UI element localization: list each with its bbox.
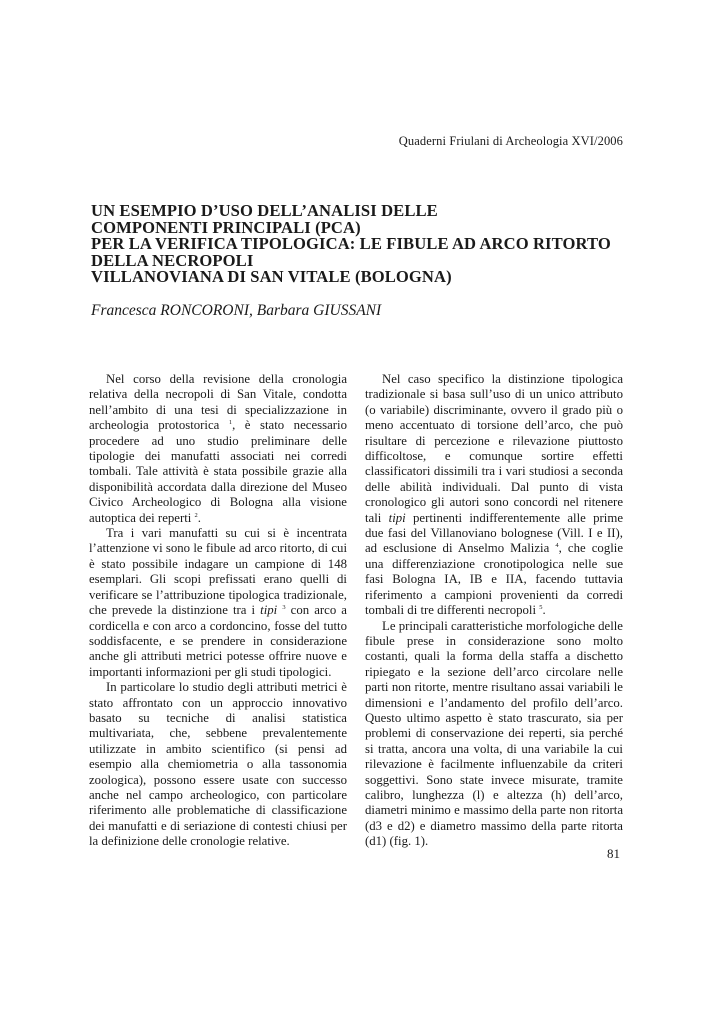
right-column xyxy=(365,372,623,850)
paragraph: Tra i vari manufatti su cui si è incentrata l’attenzione vi sono le fibule ad arco ritorto, di cui è stato possibile indagare un campione di 148 esemplari. Gli scopi prefissati erano quelli di verificare se l’attribuzione tipologica tradizionale, che prevede la distinzione tra i tipi $^3$ con arco a cordicella e con arco a cordoncino, fosse del tutto soddisfacente, e se prendere in considerazione anche gli attributi metrici potesse offrire nuove e importanti informazioni per gli studi tipologici. xyxy=(89,526,347,679)
paragraph: Nel caso specifico la distinzione tipologica tradizionale si basa sull’uso di un unico attributo (o variabile) discriminante, ovvero il grado più o meno accentuato di torsione dell’arco, che può risultare di percezione e rilevazione piuttosto difficoltose, e comunque sortire effetti classificatori dissimili tra i vari studiosi a seconda delle abilità individuali. Dal punto di vista cronologico gli autori sono concordi nel ritenere tali tipi pertinenti indifferentemente alle prime due fasi del Villanoviano bolognese (Vill. I e II), ad esclusione di Anselmo Malizia $^4$, che coglie una differenziazione cronotipologica nelle sue fasi Bologna IA, IB e IIA, facendo tuttavia riferimento a campioni provenienti da corredi tombali di tre differenti necropoli $^5$. xyxy=(365,372,624,618)
title-line: UN ESEMPIO D’USO DELL’ANALISI DELLE xyxy=(91,201,438,220)
footnote-ref: 5 xyxy=(539,604,543,612)
title-line: PER LA VERIFICA TIPOLOGICA: LE FIBULE AD ARCO RITORTO xyxy=(91,234,611,253)
paragraph: Le principali caratteristiche morfologiche delle fibule prese in considerazione sono molto costanti, quali la forma della staffa a dischetto ripiegato e la sezione dell’arco circolare nelle parti non ritorte, mentre risultano assai variabili le dimensioni e l’andamento del profilo dell’arco. Questo ultimo aspetto è stato trascurato, sia per problemi di conservazione dei reperti, sia perché si tratta, ancora una volta, di una variabile la cui rilevazione è facilmente influenzabile da criteri soggettivi. Sono state invece misurate, tramite calibro, lunghezza (l) e altezza (h) dell’arco, diametri minimo e massimo della parte non ritorta (d3 e d2) e diametro massimo della parte ritorta (d1) (fig. 1). xyxy=(365,618,623,849)
title-line: COMPONENTI PRINCIPALI (PCA) xyxy=(91,217,361,237)
page-number: 81 xyxy=(607,846,620,861)
article-title xyxy=(91,203,651,286)
footnote-ref: 2 xyxy=(194,511,198,519)
left-column xyxy=(89,372,347,850)
footnote-ref: 1 xyxy=(228,419,233,427)
title-line: VILLANOVIANA DI SAN VITALE (BOLOGNA) xyxy=(91,267,452,286)
paragraph: In particolare lo studio degli attributi metrici è stato affrontato con un approccio innovativo basato su tecniche di analisi statistica multivariata, che, sebbene prevalentemente utilizzate in ambito scientifico (si pensi ad esempio alla chemiometria o alla tassonomia zoologica), possono essere usate con successo anche nel campo archeologico, con particolare riferimento alle problematiche di classificazione dei manufatti e di seriazione di contesti chiusi per la definizione delle cronologie relative. xyxy=(89,680,347,849)
paragraph: Nel corso della revisione della cronologia relativa della necropoli di San Vitale, condotta nell’ambito di una tesi di specializzazione in archeologia protostorica $^1$, è stato necessario procedere ad uno studio preliminare delle tipologie dei manufatti associati nei corredi tombali. Tale attività è stata possibile grazie alla disponibilità accordata dalla direzione del Museo Civico Archeologico di Bologna alla visione autoptica dei reperti $^2$. xyxy=(89,372,347,525)
article-authors: Francesca RONCORONI, Barbara GIUSSANI xyxy=(91,302,382,319)
footnote-ref: 3 xyxy=(282,604,286,612)
title-line: DELLA NECROPOLI xyxy=(91,250,254,270)
running-header: Quaderni Friulani di Archeologia XVI/2006 xyxy=(398,134,623,148)
footnote-ref: 4 xyxy=(555,542,559,550)
